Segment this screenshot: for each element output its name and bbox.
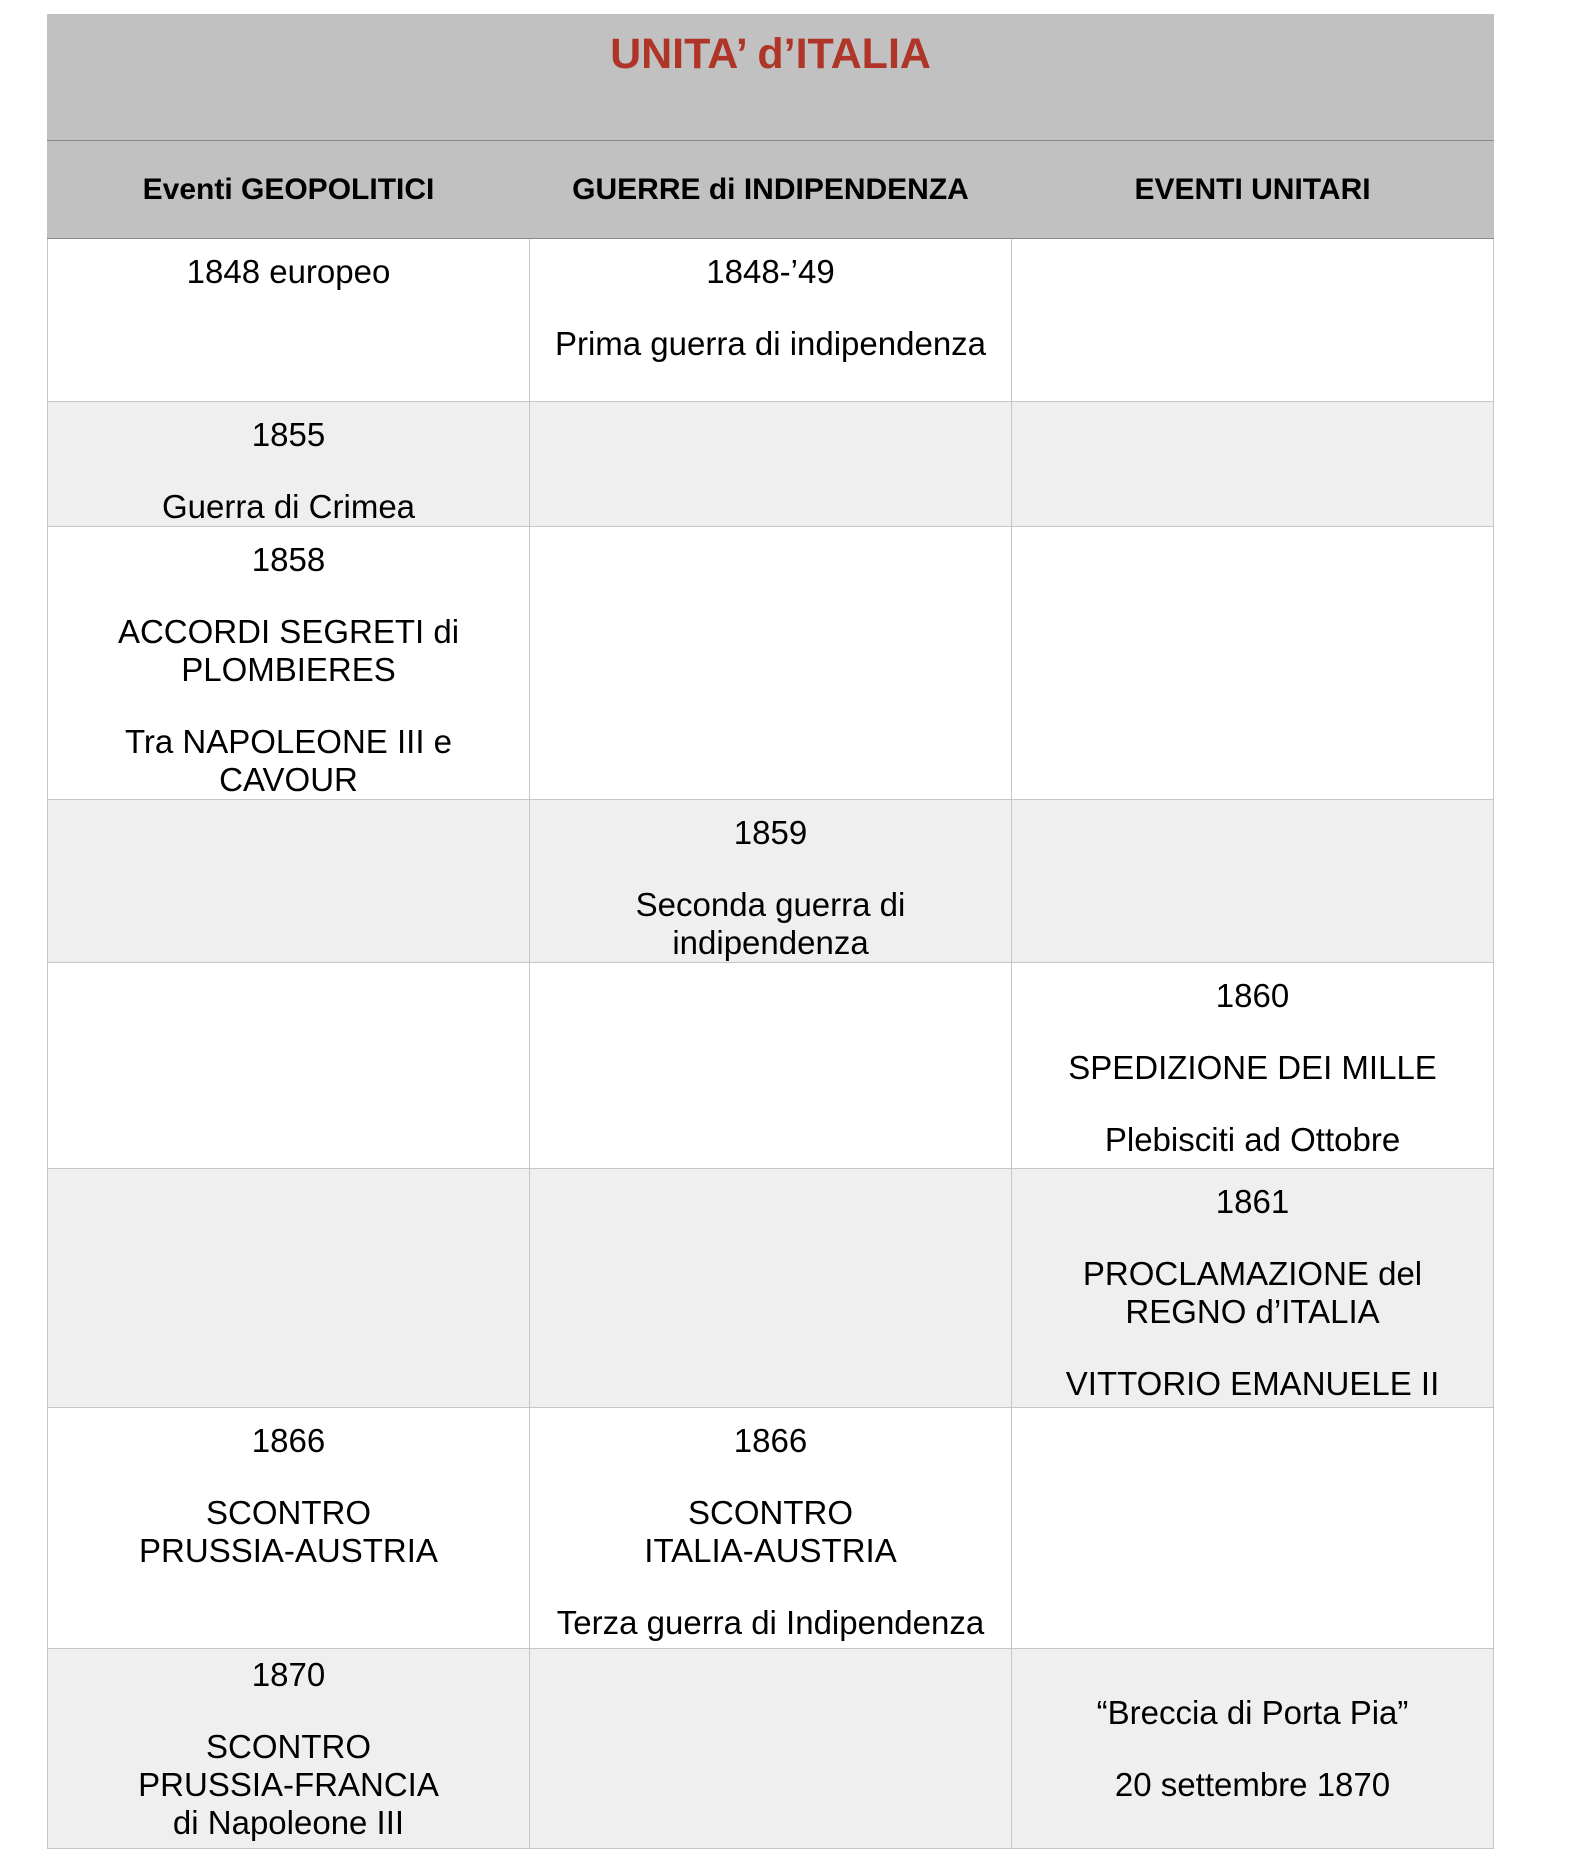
table-body (48, 239, 1494, 1849)
cell-r5-c2 (530, 963, 1012, 1169)
cell-r7-c2 (530, 1408, 1012, 1649)
cell-r7-c1 (48, 1408, 530, 1649)
cell-paragraph: 1848 europeo (186, 253, 391, 290)
cell-r3-c3 (1012, 527, 1494, 800)
unita-ditalia-table (47, 14, 1494, 1849)
cell-paragraph: 1861 (1215, 1183, 1290, 1220)
cell-paragraph: 1870 (251, 1655, 326, 1693)
cell-paragraph: Terza guerra di Indipendenza (556, 1604, 985, 1641)
cell-r3-c1 (48, 527, 530, 800)
cell-r1-c2 (530, 239, 1012, 402)
cell-paragraph: SCONTRO PRUSSIA-FRANCIA di Napoleone III (138, 1727, 439, 1841)
table-row-3 (48, 527, 1494, 800)
table-row-8 (48, 1649, 1494, 1849)
cell-paragraph: SCONTRO PRUSSIA-AUSTRIA (139, 1494, 438, 1569)
header-row (48, 141, 1494, 239)
cell-r1-c1 (48, 239, 530, 402)
table-title: UNITA’ d’ITALIA (48, 15, 1494, 141)
table-row-2 (48, 402, 1494, 527)
cell-paragraph: 1855 (251, 416, 326, 453)
cell-paragraph: SCONTRO ITALIA-AUSTRIA (644, 1494, 897, 1569)
cell-r4-c1 (48, 800, 530, 963)
column-header-eventi-geopolitici: Eventi GEOPOLITICI (48, 141, 530, 239)
table-row-7 (48, 1408, 1494, 1649)
table-row-4 (48, 800, 1494, 963)
table-row-6 (48, 1169, 1494, 1408)
cell-r2-c2 (530, 402, 1012, 527)
cell-r2-c3 (1012, 402, 1494, 527)
cell-paragraph: 1866 (733, 1422, 808, 1459)
cell-r6-c2 (530, 1169, 1012, 1408)
cell-r8-c2 (530, 1649, 1012, 1849)
cell-r2-c1 (48, 402, 530, 527)
cell-paragraph: 1866 (251, 1422, 326, 1459)
cell-paragraph: VITTORIO EMANUELE II (1065, 1365, 1440, 1402)
cell-paragraph: Prima guerra di indipendenza (554, 325, 987, 362)
cell-paragraph: “Breccia di Porta Pia” (1096, 1693, 1409, 1731)
cell-r6-c1 (48, 1169, 530, 1408)
cell-paragraph: 1859 (733, 814, 808, 851)
table-row-5 (48, 963, 1494, 1169)
cell-r4-c2 (530, 800, 1012, 963)
cell-r3-c2 (530, 527, 1012, 800)
cell-r8-c1 (48, 1649, 530, 1849)
cell-paragraph: PROCLAMAZIONE del REGNO d’ITALIA (1082, 1255, 1423, 1330)
cell-paragraph: 1860 (1215, 977, 1290, 1014)
cell-r7-c3 (1012, 1408, 1494, 1649)
cell-paragraph: Seconda guerra di indipendenza (635, 886, 906, 961)
cell-paragraph: Plebisciti ad Ottobre (1104, 1121, 1401, 1158)
cell-r6-c3 (1012, 1169, 1494, 1408)
column-header-eventi-unitari: EVENTI UNITARI (1012, 141, 1494, 239)
cell-r8-c3 (1012, 1649, 1494, 1849)
table-row-1 (48, 239, 1494, 402)
cell-paragraph: Guerra di Crimea (161, 488, 416, 525)
cell-paragraph: 1858 (251, 541, 326, 578)
cell-r4-c3 (1012, 800, 1494, 963)
cell-r5-c3 (1012, 963, 1494, 1169)
cell-paragraph: Tra NAPOLEONE III e CAVOUR (124, 723, 453, 798)
title-row (48, 15, 1494, 141)
cell-paragraph: 1848-’49 (706, 253, 835, 290)
cell-paragraph: 20 settembre 1870 (1114, 1765, 1391, 1803)
column-header-guerre-di-indipendenza: GUERRE di INDIPENDENZA (530, 141, 1012, 239)
cell-paragraph: ACCORDI SEGRETI di PLOMBIERES (117, 613, 460, 688)
cell-r5-c1 (48, 963, 530, 1169)
cell-paragraph: SPEDIZIONE DEI MILLE (1068, 1049, 1437, 1086)
cell-r1-c3 (1012, 239, 1494, 402)
